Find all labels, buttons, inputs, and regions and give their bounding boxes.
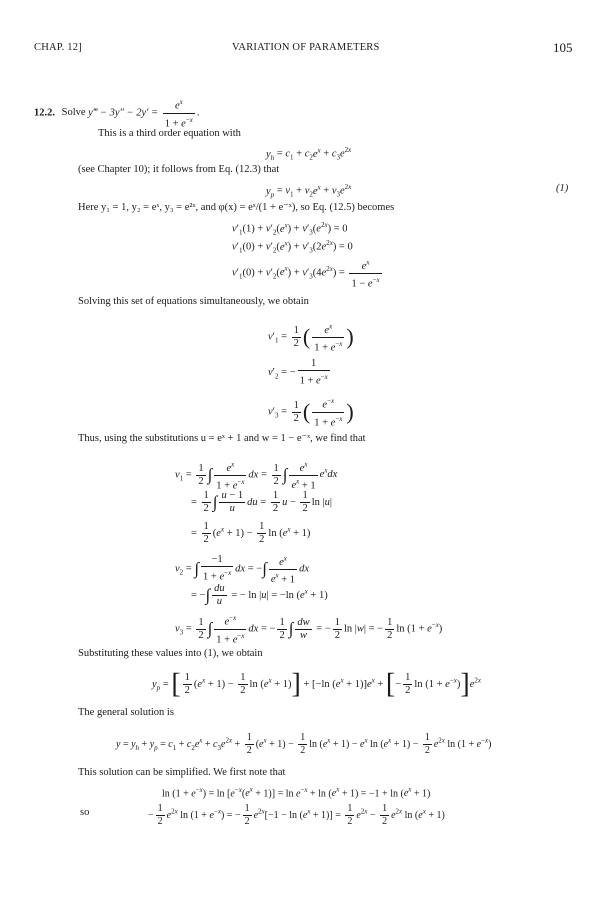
problem-rhs-fraction: $\frac{e^x}{1 + e^{-x}}$	[164, 98, 193, 129]
so-label: so	[80, 807, 90, 818]
paragraph-3: Here y₁ = 1, y₂ = eˣ, y₃ = e²ˣ, and φ(x) = eˣ/(1 + e⁻ˣ), so Eq. (12.5) becomes	[78, 202, 395, 213]
system-eq-1: $v'_1(1) + v'_2(e^x) + v'_3(e^{2x}) = 0$	[232, 221, 348, 237]
header-chapter: CHAP. 12]	[34, 42, 82, 53]
paragraph-5: Thus, using the substitutions u = eˣ + 1 and w = 1 − e⁻ˣ, we find that	[78, 433, 366, 444]
problem-statement: 12.2. Solve y‴ − 3y″ − 2y′ = $\frac{e^x}{1 + e^{-x}}$ .	[34, 98, 200, 129]
solution-v3-prime: $v'_3$ = $\frac{1}{2}$ ( $\frac{e^{-x}}{1 + e^{-x}}$ )	[268, 397, 354, 428]
paragraph-2: (see Chapter 10); it follows from Eq. (12.3) that	[78, 164, 280, 175]
paragraph-4: Solving this set of equations simultaneously, we obtain	[78, 296, 309, 307]
integral-v1-line1: $v_1$ = $\frac{1}{2}$ ∫ $\frac{e^x}{1 + e^{-x}}$ dx = $\frac{1}{2}$ ∫ $\frac{e^x}{e^x + 1}$ $e^xdx$	[175, 460, 338, 491]
equation-yh: $y_h = c_1 + c_2e^x + c_3e^{2x}$	[266, 146, 352, 162]
equation-label-1: (1)	[556, 183, 569, 194]
integral-v1-line3: = $\frac{1}{2}$ $(e^x + 1)$ − $\frac{1}{2}$ $\ln (e^x + 1)$	[191, 521, 311, 545]
problem-equation: y‴ − 3y″ − 2y′ =	[88, 107, 159, 119]
solution-v1-prime: $v'_1$ = $\frac{1}{2}$ ( $\frac{e^x}{1 + e^{-x}}$ )	[268, 322, 354, 353]
page-number: 105	[553, 40, 573, 55]
simplification-line2: − $\frac{1}{2}$ $e^{2x}$ $\ln (1 + e^{-x})$ = − $\frac{1}{2}$ $e^{2x}[-1 - \ln (e^x + 1)]$ = $\frac{1}{2}$ $e^{2x}$ − $\frac{1}{2}$ $e^{2x}$ $\ln (e^x + 1)$	[148, 803, 445, 827]
equation-yp-substituted: $y_p$ = [ $\frac{1}{2}$ $(e^x + 1)$ − $\frac{1}{2}$ $\ln (e^x + 1)] + [-\ln$ $(e^x + 1)]e^x$ + [− $\frac{1}{2}$ $\ln (1 + e^{-x})]e^{2x}$	[152, 668, 481, 700]
header-title: VARIATION OF PARAMETERS	[232, 42, 380, 53]
general-solution: $y = y_h + y_p = c_1 + c_2e^x + c_3e^{2x}$ + $\frac{1}{2}$ $(e^x + 1)$ − $\frac{1}{2}$ $\ln (e^x + 1) - e^x$ $\ln (e^x + 1)$ − $\frac{1}{2}$ $e^{2x}$ $\ln (1 + e^{-x})$	[116, 732, 492, 756]
paragraph-6: Substituting these values into (1), we obtain	[78, 648, 263, 659]
system-eq-3: $v'_1(0) + v'_2(e^x) + v'_3(4e^{2x})$ = $\frac{e^x}{1 - e^{-x}}$	[232, 258, 380, 289]
integral-v2-line1: $v_2$ = ∫ $\frac{-1}{1 + e^{-x}}$ dx = −∫ $\frac{e^x}{e^x + 1}$ dx	[175, 554, 309, 585]
integral-v2-line2: = −∫ $\frac{du}{u}$ = − ln |u| = −ln $(e^x + 1)$	[191, 583, 328, 607]
problem-solve: Solve	[61, 107, 86, 119]
integral-v3-line1: $v_3$ = $\frac{1}{2}$ ∫ $\frac{e^{-x}}{1 + e^{-x}}$ dx = − $\frac{1}{2}$ ∫ $\frac{dw}{w}$ = − $\frac{1}{2}$ ln |w| = − $\frac{1}{2}$ $\ln (1 + e^{-x})$	[175, 614, 443, 645]
simplification-line1: $\ln (1 + e^{-x}) = \ln [e^{-x}(e^x + 1)] = \ln e^{-x} + \ln (e^x + 1) = -1 + \ln (e^x + 1)$	[162, 786, 431, 800]
paragraph-1: This is a third order equation with	[98, 128, 241, 139]
paragraph-7: The general solution is	[78, 707, 174, 718]
paragraph-8: This solution can be simplified. We first note that	[78, 767, 286, 778]
integral-v1-line2: = $\frac{1}{2}$ ∫ $\frac{u - 1}{u}$ du = $\frac{1}{2}$ u − $\frac{1}{2}$ ln |u|	[191, 490, 332, 514]
problem-number: 12.2.	[34, 107, 55, 119]
solution-v2-prime: $v'_2$ = − $\frac{1}{1 + e^{-x}}$	[268, 358, 328, 387]
system-eq-2: $v'_1(0) + v'_2(e^x) + v'_3(2e^{2x}) = 0$	[232, 239, 353, 255]
equation-yp: $y_p = v_1 + v_2e^x + v_3e^{2x}$	[266, 183, 352, 199]
